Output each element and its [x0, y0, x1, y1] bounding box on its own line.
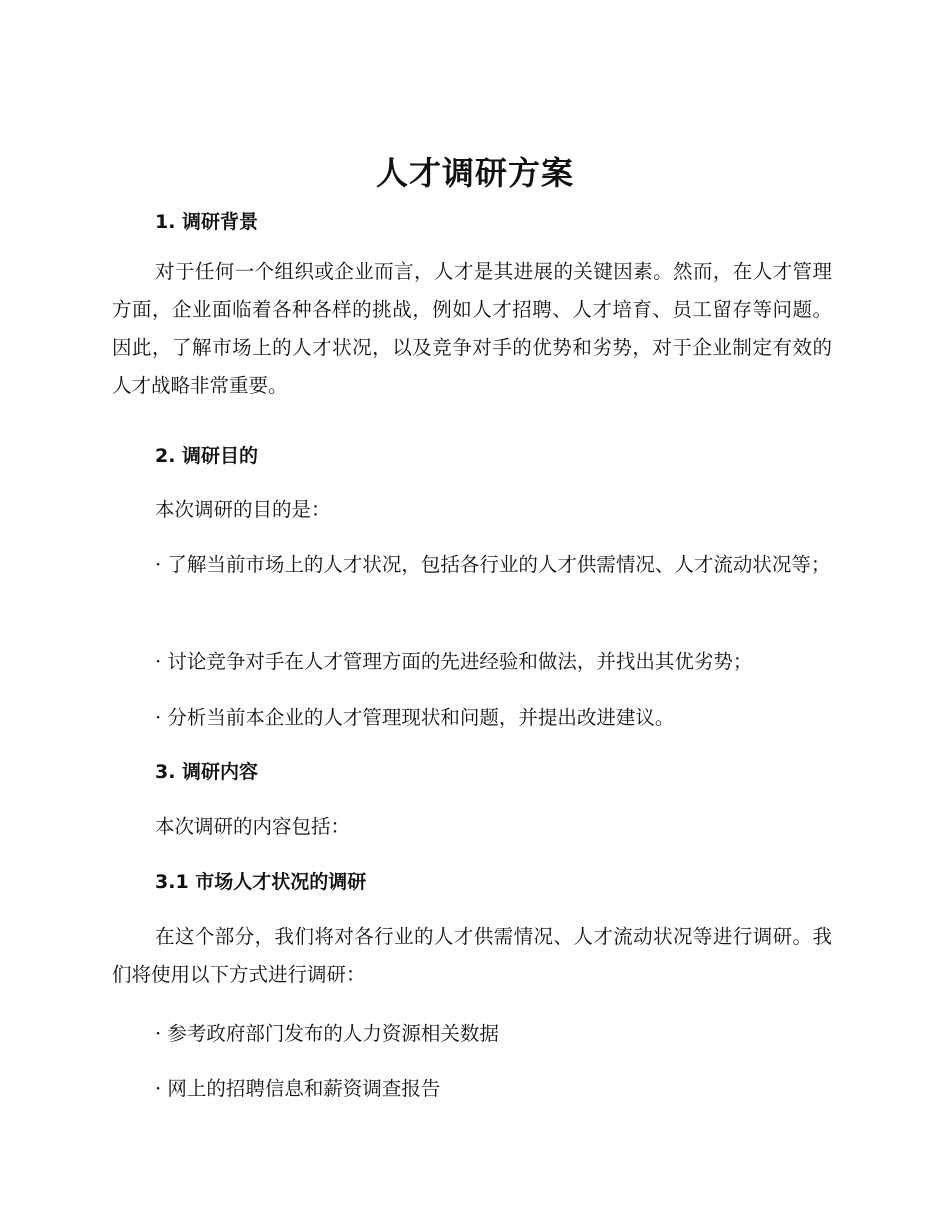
market-list-item: · 参考政府部门发布的人力资源相关数据 — [155, 1022, 499, 1045]
section-heading-content: 3. 调研内容 — [155, 761, 259, 783]
purpose-list-item: · 了解当前市场上的人才状况，包括各行业的人才供需情况、人才流动状况等； — [155, 553, 831, 576]
market-list-item: · 网上的招聘信息和薪资调查报告 — [155, 1077, 441, 1100]
subsection-heading-market: 3.1 市场人才状况的调研 — [155, 871, 367, 893]
purpose-list-item: · 讨论竞争对手在人才管理方面的先进经验和做法，并找出其优劣势； — [155, 650, 753, 673]
section-heading-purpose: 2. 调研目的 — [155, 445, 259, 467]
purpose-intro: 本次调研的目的是： — [155, 498, 331, 521]
market-paragraph: 在这个部分，我们将对各行业的人才供需情况、人才流动状况等进行调研。我们将使用以下方式进行调研： — [112, 925, 832, 986]
document-title: 人才调研方案 — [375, 154, 574, 192]
background-paragraph: 对于任何一个组织或企业而言，人才是其进展的关键因素。然而，在人才管理方面，企业面临着各种各样的挑战，例如人才招聘、人才培育、员工留存等问题。因此，了解市场上的人才状况，以及竞争对手的优势和劣势，对于企业制定有效的人才战略非常重要。 — [112, 260, 832, 397]
section-heading-background: 1. 调研背景 — [155, 211, 259, 233]
purpose-list-item: · 分析当前本企业的人才管理现状和问题，并提出改进建议。 — [155, 706, 675, 729]
content-intro: 本次调研的内容包括： — [155, 815, 351, 838]
